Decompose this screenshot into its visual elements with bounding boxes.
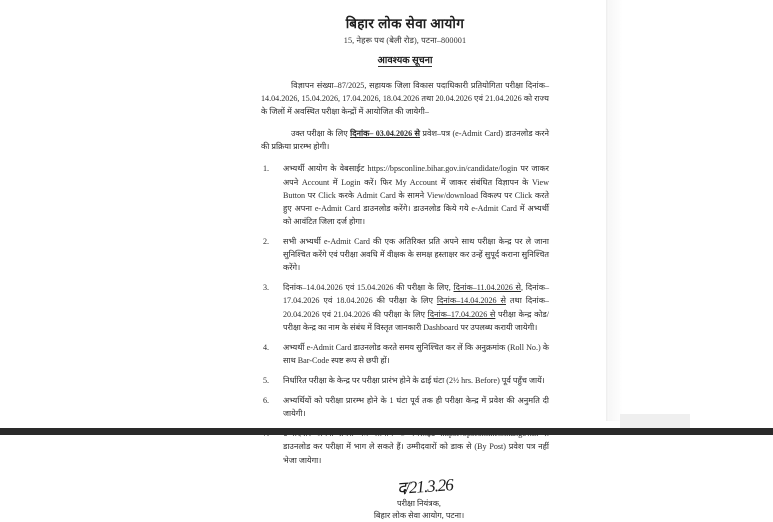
list-item [261,235,549,274]
intro-paragraph: विज्ञापन संख्या–87/2025, सहायक जिला विकास पदाधिकारी प्रतियोगिता परीक्षा दिनांक–14.04.2026, 15.04.2026, 17.04.2026, 18.04.2026 तथा 20.04.2026 एवं 21.04.2026 को राज्य के जिलों में अवस्थित परीक्षा केन्द्रों में आयोजित की जायेगी– [261,80,549,117]
organization-address: 15, नेहरू पथ (बेली रोड), पटना–800001 [343,35,467,45]
list-item-text-a: उम्मीदवार अपना प्रवेश पत्र आयोग के वेबसाईट [283,429,441,439]
list-item [261,374,549,387]
list-item-text-b: से डाउनलोड कर परीक्षा में भाग ले सकते हैं। उम्मीदवारों को डाक से (By Post) प्रवेश पत्र नहीं भेजा जायेगा। [283,429,549,465]
instruction-list [261,162,549,466]
list-item-text-a: अभ्यर्थी e-Admit Card डाउनलोड करते समय सुनिश्चित कर लें कि अनुक्रमांक (Roll No.) के साथ Bar-Code स्पष्ट रूप से छपी हों। [283,342,549,365]
exam-dates-segment-7: परीक्षा केन्द्र कोड/परीक्षा केन्द्र का नाम के संबंध में विस्तृत जानकारी Dashboard पर उपलब्ध करायी जायेगी। [283,309,549,332]
list-item-number: 7. [263,429,270,439]
exam-dates-segment-1: दिनांक–14.04.2026 एवं 15.04.2026 की परीक्षा के लिए, [283,283,454,293]
signature-block [261,474,549,522]
list-item-number: 6. [263,396,270,406]
notice-body [261,16,549,522]
list-item [261,341,549,367]
scan-artifact-patch [620,414,690,428]
exam-dates-segment-3: , दिनांक–17.04.2026 एवं 18.04.2026 की परीक्षा के लिए [283,283,549,306]
signatory-organization: बिहार लोक सेवा आयोग, पटना। [373,510,465,520]
list-item-number: 1. [263,164,270,174]
dashboard-release-date-1: दिनांक–11.04.2026 से [453,283,522,293]
list-item-text-a: निर्धारित परीक्षा के केन्द्र पर परीक्षा प्रारंभ होने के ढाई घंटा (2½ hrs. Before) पूर्व पहुँच जायें। [283,375,545,385]
commission-website-url[interactable]: https://bpsconline.bihar.gov.in [440,429,539,439]
list-item-number: 5. [263,375,270,385]
admit-card-text-post: प्रवेश–पत्र (e-Admit Card) डाउनलोड करने की प्रक्रिया प्रारम्भ होगी। [261,129,549,152]
dashboard-release-date-2: दिनांक–14.04.2026 से [436,296,506,306]
admit-card-paragraph [261,127,549,153]
page-edge-shadow-outer [609,0,623,421]
list-item-number: 4. [263,342,270,352]
list-item-text-a: अभ्यर्थियों को परीक्षा प्रारम्भ होने के 1 घंटा पूर्व तक ही परीक्षा केन्द्र में प्रवेश की अनुमति दी जायेगी। [283,396,549,419]
notice-title-container [261,50,549,68]
list-item-number: 3. [263,283,270,293]
list-item-text-b: पर जाकर अपने Account में Login करें। फिर My Account में जाकर संबंधित विज्ञापन के View Button पर Click करके Admit Card के सामने View/download विकल्प पर Click करते हुए अपना e-Admit Card डाउनलोड करेंगे। डाउनलोड किये गये e-Admit Card में अभ्यर्थी को आवंटित जिला दर्ज होगा। [283,164,549,226]
list-item-number: 2. [263,236,270,246]
admit-card-text-pre: उक्त परीक्षा के लिए [291,129,351,139]
list-item [261,394,549,420]
list-item-text-a: सभी अभ्यर्थी e-Admit Card की एक अतिरिक्त प्रति अपने साथ परीक्षा केन्द्र पर ले जाना सुनिश्चित करेंगे एवं परीक्षा अवधि में वीक्षक के समक्ष हस्ताक्षर कर उन्हें सुपूर्द कराना सुनिश्चित करेंगे। [283,236,549,273]
candidate-login-url[interactable]: https://bpsconline.bihar.gov.in/candidate/login [367,164,518,174]
organization-title: बिहार लोक सेवा आयोग [345,16,465,31]
list-item [261,162,549,228]
notice-title: आवश्यक सूचना [377,54,433,66]
exam-dates-segment-5: तथा दिनांक–20.04.2026 एवं 21.04.2026 की परीक्षा के लिए [283,296,549,319]
list-item [261,427,549,466]
signatory-title: परीक्षा नियंत्रक, [397,498,441,508]
admit-card-start-date: दिनांक– 03.04.2026 से [350,129,420,139]
list-item [261,281,549,333]
dashboard-release-date-3: दिनांक–17.04.2026 से [427,309,496,319]
list-item-text-a: अभ्यर्थी आयोग के वेबसाईट [283,164,368,174]
handwritten-signature: द/21.3.26 [396,474,454,498]
